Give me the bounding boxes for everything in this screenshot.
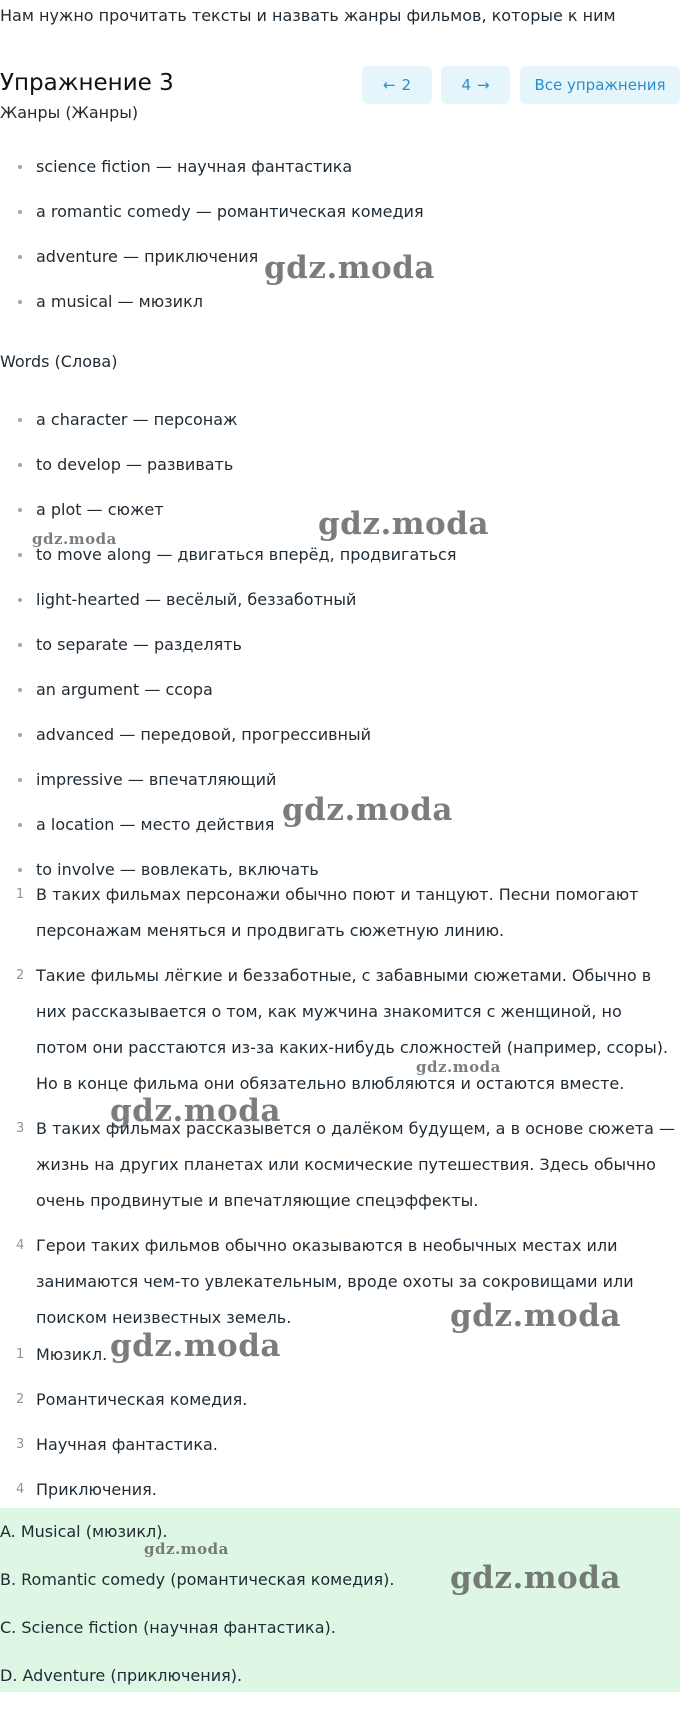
list-item-text: В таких фильмах рассказывется о далёком будущем, а в основе сюжета — жизнь на других планетах или космические путешествия. Здесь обычно очень продвинутые и впечатляющие спецэффекты. [36, 1119, 676, 1210]
watermark: gdz.moda [110, 1328, 281, 1364]
item-number: 4 [16, 1238, 25, 1253]
watermark: gdz.moda [144, 1540, 229, 1558]
words-heading: Words (Слова) [0, 352, 118, 371]
list-item [0, 189, 680, 234]
list-item-text: Такие фильмы лёгкие и беззаботные, с забавными сюжетами. Обычно в них рассказывается о том, как мужчина знакомится с женщиной, но потом они расстаются из-за каких-нибудь сложностей (например, ссоры). Но в конце фильма они обязательно влюбляются и остаются вместе. [36, 966, 669, 1093]
intro-text: Нам нужно прочитать тексты и назвать жанры фильмов, которые к ним [0, 6, 616, 25]
clipped-heading-text: Жанры (Жанры) [0, 103, 139, 122]
genre-answers-list [0, 1337, 680, 1517]
answer-box [0, 1508, 680, 1692]
item-number: 3 [16, 1121, 25, 1136]
watermark: gdz.moda [416, 1058, 501, 1076]
bullet-icon [18, 463, 22, 467]
answer-line: D. Adventure (приключения). [0, 1666, 243, 1685]
list-item [0, 577, 680, 622]
answer-line: A. Musical (мюзикл). [0, 1522, 168, 1541]
watermark: gdz.moda [32, 530, 117, 548]
list-item [0, 667, 680, 712]
list-item-text: to develop — развивать [36, 455, 234, 474]
item-number: 3 [16, 1437, 25, 1452]
list-item-text: В таких фильмах персонажи обычно поют и танцуют. Песни помогают персонажам меняться и продвигать сюжетную линию. [36, 885, 639, 940]
bullet-icon [18, 778, 22, 782]
prev-exercise-button[interactable] [362, 66, 432, 104]
list-item-text: an argument — ссора [36, 680, 213, 699]
watermark: gdz.moda [110, 1093, 281, 1129]
list-item-text: light-hearted — весёлый, беззаботный [36, 590, 357, 609]
list-item-text: a location — место действия [36, 815, 275, 834]
bullet-icon [18, 418, 22, 422]
exercise-title: Упражнение 3 [0, 70, 174, 96]
next-exercise-label: 4 [461, 76, 471, 94]
list-item-text: Мюзикл. [36, 1345, 108, 1364]
item-number: 2 [16, 1392, 25, 1407]
bullet-icon [18, 165, 22, 169]
list-item [0, 1382, 680, 1418]
bullet-icon [18, 733, 22, 737]
bullet-icon [18, 300, 22, 304]
list-item-text: to move along — двигаться вперёд, продвигаться [36, 545, 457, 564]
bullet-icon [18, 823, 22, 827]
arrow-right-icon: → [476, 76, 490, 94]
item-number: 4 [16, 1482, 25, 1497]
bullet-icon [18, 210, 22, 214]
list-item-text: a romantic comedy — романтическая комедия [36, 202, 424, 221]
item-number: 1 [16, 887, 25, 902]
bullet-icon [18, 643, 22, 647]
list-item [0, 958, 680, 1102]
texts-list [0, 877, 680, 1345]
list-item-text: a plot — сюжет [36, 500, 164, 519]
list-item [0, 1427, 680, 1463]
watermark: gdz.moda [450, 1560, 621, 1596]
prev-exercise-label: 2 [401, 76, 412, 94]
list-item-text: Приключения. [36, 1480, 157, 1499]
list-item-text: to separate — разделять [36, 635, 242, 654]
arrow-left-icon: ← [382, 76, 396, 94]
bullet-icon [18, 508, 22, 512]
item-number: 2 [16, 968, 25, 983]
list-item-text: impressive — впечатляющий [36, 770, 277, 789]
list-item [0, 622, 680, 667]
answer-line: B. Romantic comedy (романтическая комедия). [0, 1570, 395, 1589]
genres-list [0, 144, 680, 324]
list-item [0, 442, 680, 487]
list-item [0, 397, 680, 442]
list-item-text: Романтическая комедия. [36, 1390, 248, 1409]
bullet-icon [18, 553, 22, 557]
list-item-text: a musical — мюзикл [36, 292, 203, 311]
item-number: 1 [16, 1347, 25, 1362]
answer-line: C. Science fiction (научная фантастика). [0, 1618, 336, 1637]
list-item [0, 1337, 680, 1373]
watermark: gdz.moda [264, 250, 435, 286]
list-item-text: to involve — вовлекать, включать [36, 860, 319, 879]
bullet-icon [18, 868, 22, 872]
list-item [0, 1111, 680, 1219]
clipped-heading [0, 103, 160, 122]
list-item-text: Герои таких фильмов обычно оказываются в необычных местах или занимаются чем-то увлекательным, вроде охоты за сокровищами или поиском неизвестных земель. [36, 1236, 634, 1327]
list-item [0, 1472, 680, 1508]
list-item-text: adventure — приключения [36, 247, 259, 266]
watermark: gdz.moda [450, 1298, 621, 1334]
watermark: gdz.moda [282, 792, 453, 828]
watermark: gdz.moda [318, 506, 489, 542]
bullet-icon [18, 688, 22, 692]
list-item-text: Научная фантастика. [36, 1435, 218, 1454]
list-item-text: a character — персонаж [36, 410, 238, 429]
bullet-icon [18, 255, 22, 259]
list-item [0, 877, 680, 949]
list-item-text: science fiction — научная фантастика [36, 157, 353, 176]
list-item [0, 712, 680, 757]
list-item [0, 144, 680, 189]
list-item-text: advanced — передовой, прогрессивный [36, 725, 372, 744]
all-exercises-label: Все упражнения [534, 76, 666, 94]
next-exercise-button[interactable] [441, 66, 510, 104]
all-exercises-button[interactable] [520, 66, 680, 104]
bullet-icon [18, 598, 22, 602]
